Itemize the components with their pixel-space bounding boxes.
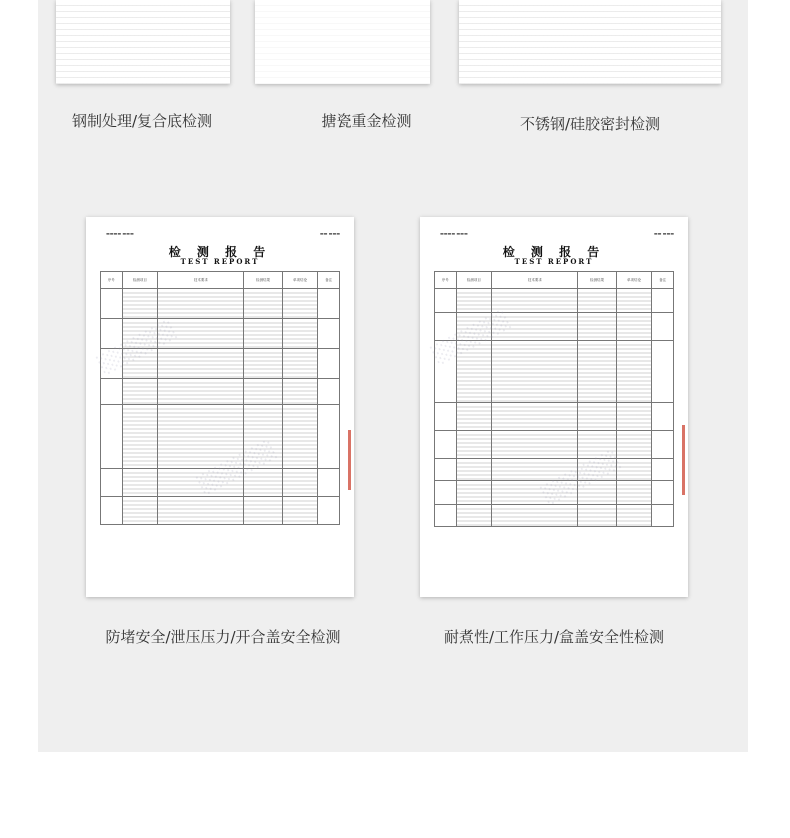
red-seal-edge — [682, 425, 693, 495]
report-image-boil-pressure-lid — [420, 217, 688, 597]
column-header: 序号 — [101, 272, 123, 289]
caption-boil-pressure-lid: 耐煮性/工作压力/盒盖安全性检测 — [443, 628, 665, 646]
report-table — [100, 271, 340, 525]
caption-stainless-silicone: 不锈钢/硅胶密封检测 — [519, 115, 661, 133]
content-panel — [38, 0, 748, 752]
report-header-meta: ▬▬▬▬ ▬▬▬ ▬▬ ▬▬▬ — [440, 231, 674, 236]
report-text-lines — [56, 0, 230, 84]
column-header: 检测项目 — [456, 272, 492, 289]
report-title: 检 测 报 告 — [502, 245, 606, 259]
column-header: 技术要求 — [158, 272, 244, 289]
column-header: 备注 — [318, 272, 340, 289]
report-text-lines — [459, 0, 721, 84]
column-header: 序号 — [435, 272, 457, 289]
report-header-meta: ▬▬▬▬ ▬▬▬ ▬▬ ▬▬▬ — [106, 231, 340, 236]
red-seal-edge — [348, 430, 359, 490]
report-subtitle: TEST REPORT — [180, 257, 260, 266]
report-table — [434, 271, 674, 527]
report-image-enamel-heavy-metal — [255, 0, 430, 84]
report-subtitle: TEST REPORT — [514, 257, 594, 266]
report-text-lines — [255, 0, 430, 84]
caption-enamel-heavy-metal: 搪瓷重金检测 — [321, 112, 412, 130]
report-image-anti-block-pressure — [86, 217, 354, 597]
column-header: 检测结果 — [578, 272, 616, 289]
column-header: 检测结果 — [244, 272, 282, 289]
caption-steel-composite: 钢制处理/复合底检测 — [72, 112, 213, 130]
report-image-stainless-silicone — [459, 0, 721, 84]
column-header: 单项结论 — [616, 272, 652, 289]
column-header: 单项结论 — [282, 272, 318, 289]
column-header: 检测项目 — [122, 272, 158, 289]
caption-anti-block-pressure: 防堵安全/泄压压力/开合盖安全检测 — [105, 628, 341, 646]
report-title: 检 测 报 告 — [168, 245, 272, 259]
column-header: 技术要求 — [492, 272, 578, 289]
column-header: 备注 — [652, 272, 674, 289]
report-image-steel-composite — [56, 0, 230, 84]
